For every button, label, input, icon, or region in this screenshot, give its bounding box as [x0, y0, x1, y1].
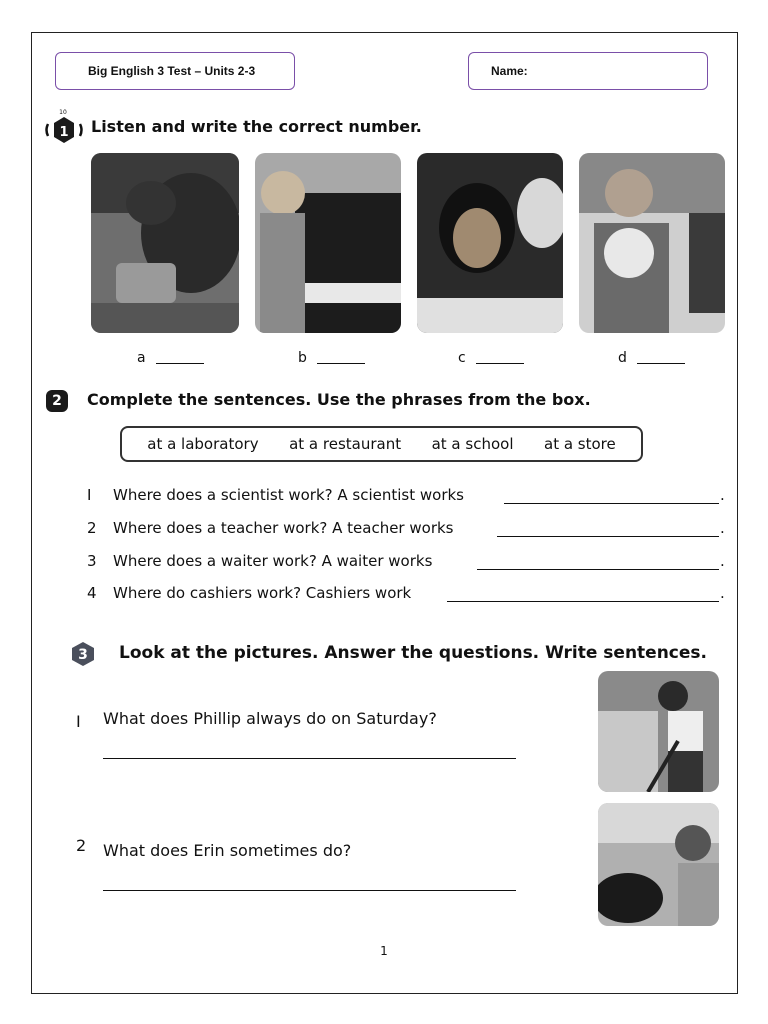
question-row [87, 486, 464, 504]
answer-line[interactable] [103, 758, 516, 759]
question-row [87, 584, 411, 602]
photo-c [417, 153, 563, 333]
section1-number: 1 [59, 125, 69, 140]
photo-d [579, 153, 725, 333]
answer-line[interactable] [477, 569, 719, 570]
question-number: 3 [87, 552, 97, 570]
phrase-item: at a store [544, 435, 616, 453]
photo-phillip [598, 671, 719, 792]
phrase-box [120, 426, 643, 462]
answer-blank-a[interactable] [137, 350, 204, 366]
section1-title: Listen and write the correct number. [91, 117, 422, 136]
section3-number-badge [71, 641, 95, 667]
answer-line[interactable] [447, 601, 719, 602]
question-text: Where do cashiers work? Cashiers work [113, 584, 412, 602]
phrase-item: at a school [431, 435, 514, 453]
answer-line[interactable] [103, 890, 516, 891]
question-number: 4 [87, 584, 97, 602]
section3-number: 3 [78, 647, 88, 663]
question-number: 2 [76, 836, 87, 855]
answer-line[interactable] [504, 503, 719, 504]
photo-b [255, 153, 401, 333]
answer-blank-d[interactable] [618, 350, 685, 366]
label-a: a [137, 350, 146, 366]
audio-track-number: 10 [59, 109, 67, 116]
photo-a [91, 153, 239, 333]
photo-erin [598, 803, 719, 926]
question-row [87, 552, 432, 570]
question-number: I [76, 712, 81, 731]
section3-title: Look at the pictures. Answer the questions. Write sentences. [119, 643, 707, 663]
phrase-item: at a laboratory [147, 435, 259, 453]
question-text: Where does a teacher work? A teacher works [113, 519, 454, 537]
question-text: Where does a waiter work? A waiter works [113, 552, 433, 570]
name-label: Name: [491, 64, 528, 78]
answer-blank-c[interactable] [458, 350, 524, 366]
label-c: c [458, 350, 466, 366]
title-box [55, 52, 295, 90]
question-text: What does Erin sometimes do? [103, 841, 352, 860]
label-d: d [618, 350, 627, 366]
section2-number: 2 [46, 390, 68, 412]
answer-line[interactable] [497, 536, 719, 537]
worksheet-title: Big English 3 Test – Units 2-3 [88, 64, 256, 78]
period: . [720, 486, 725, 504]
period: . [720, 519, 725, 537]
question-number: 2 [87, 519, 97, 537]
question-text: Where does a scientist work? A scientist works [113, 486, 464, 504]
section2-title: Complete the sentences. Use the phrases from the box. [87, 390, 591, 409]
label-b: b [298, 350, 307, 366]
name-field[interactable] [468, 52, 708, 90]
question-text: What does Phillip always do on Saturday? [103, 709, 437, 728]
answer-blank-b[interactable] [298, 350, 365, 366]
audio-icon [42, 106, 86, 146]
question-number: I [87, 486, 92, 504]
period: . [720, 552, 725, 570]
question-row [87, 519, 453, 537]
phrase-item: at a restaurant [289, 435, 402, 453]
period: . [720, 584, 725, 602]
page-number: 1 [380, 944, 388, 958]
